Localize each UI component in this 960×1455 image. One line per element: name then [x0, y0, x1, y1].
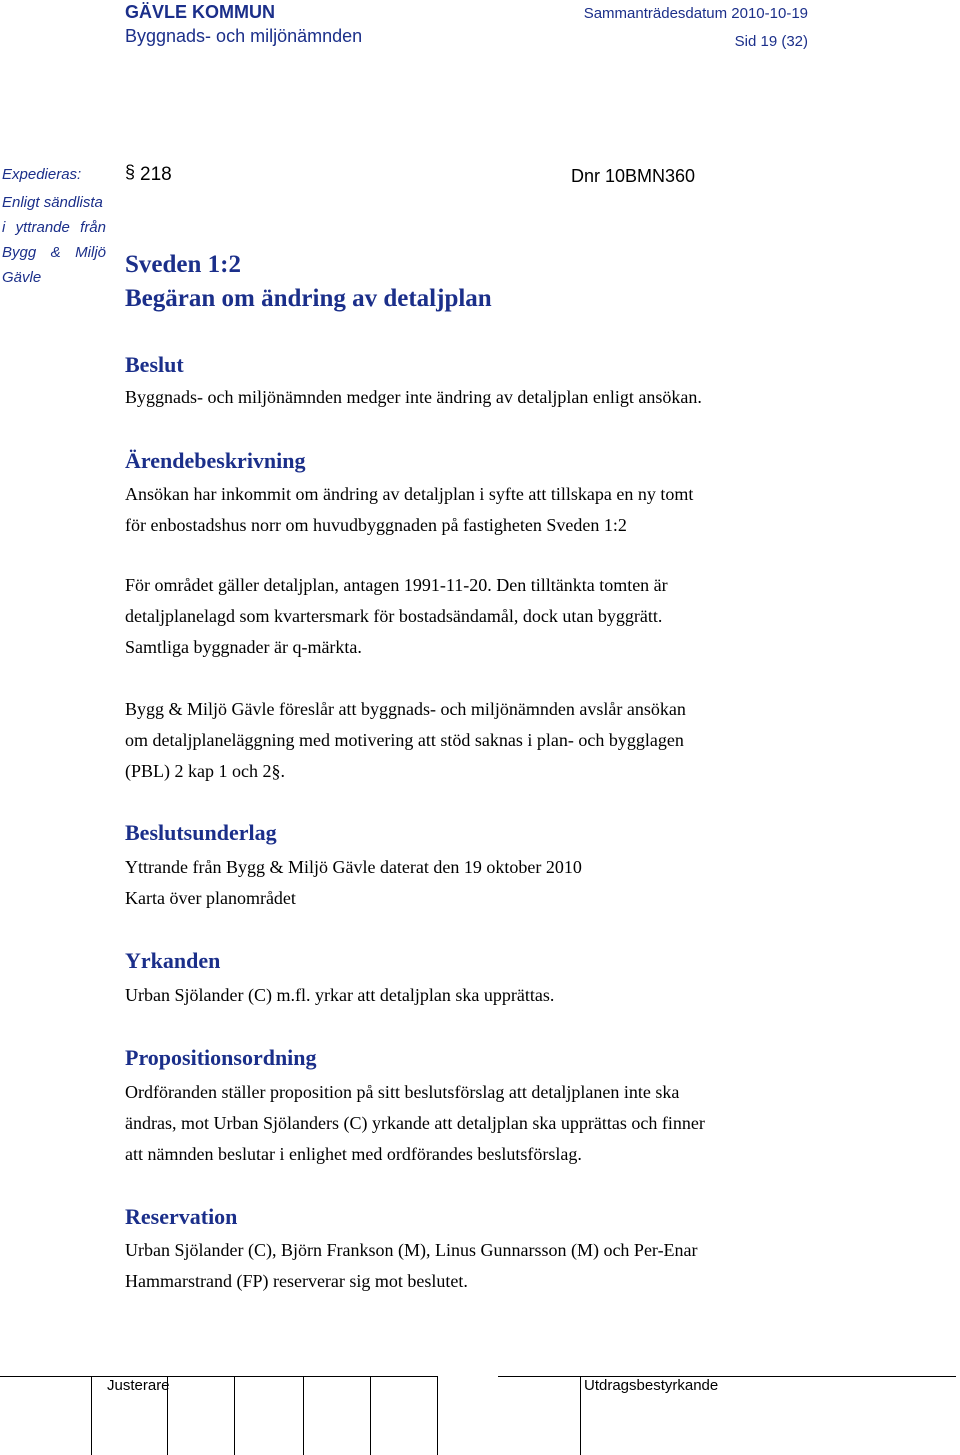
heading-beslutsunderlag: Beslutsunderlag	[125, 820, 277, 845]
proposition-text	[125, 1077, 825, 1170]
heading-propositionsordning: Propositionsordning	[125, 1045, 317, 1070]
reservation-text	[125, 1235, 825, 1297]
arende-paragraph-2	[125, 570, 825, 663]
beslut-text	[125, 382, 825, 413]
heading-arendebeskrivning: Ärendebeskrivning	[125, 448, 306, 473]
footer-divider	[370, 1376, 371, 1455]
sidebar-distribution	[2, 190, 106, 290]
yrkanden-text	[125, 980, 825, 1011]
text-line: Ordföranden ställer proposition på sitt beslutsförslag att detaljplanen inte ska	[125, 1082, 680, 1102]
text-line: Hammarstrand (FP) reserverar sig mot beslutet.	[125, 1271, 468, 1291]
heading-yrkanden: Yrkanden	[125, 948, 221, 973]
sidebar-line: Bygg & Miljö	[2, 244, 106, 261]
arende-paragraph-1	[125, 479, 825, 541]
text-line: Byggnads- och miljönämnden medger inte ändring av detaljplan enligt ansökan.	[125, 387, 702, 407]
text-line: detaljplanelagd som kvartersmark för bostadsändamål, dock utan byggrätt.	[125, 606, 663, 626]
heading-beslut: Beslut	[125, 352, 184, 377]
text-line: om detaljplaneläggning med motivering att stöd saknas i plan- och bygglagen	[125, 730, 684, 750]
diary-number: Dnr 10BMN360	[571, 166, 696, 186]
text-line: ändras, mot Urban Sjölanders (C) yrkande att detaljplan ska upprättas och finner	[125, 1113, 705, 1133]
sidebar-line: i yttrande från	[2, 219, 106, 236]
text-line: Bygg & Miljö Gävle föreslår att byggnads- och miljönämnden avslår ansökan	[125, 699, 686, 719]
sidebar-line: Enligt sändlista	[2, 194, 103, 211]
footer-utdrag-label: Utdragsbestyrkande	[584, 1377, 719, 1394]
footer-rule-right	[498, 1376, 956, 1377]
footer-justerare-label: Justerare	[107, 1377, 170, 1394]
text-line: Karta över planområdet	[125, 888, 296, 908]
footer-rule-left	[0, 1376, 437, 1377]
department-name: Byggnads- och miljönämnden	[125, 26, 363, 46]
meeting-date: Sammanträdesdatum 2010-10-19	[583, 5, 808, 22]
text-line: Ansökan har inkommit om ändring av detaljplan i syfte att tillskapa en ny tomt	[125, 484, 694, 504]
text-line: för enbostadshus norr om huvudbyggnaden på fastigheten Sveden 1:2	[125, 515, 627, 535]
footer-divider	[234, 1376, 235, 1455]
text-line: Yttrande från Bygg & Miljö Gävle daterat den 19 oktober 2010	[125, 857, 582, 877]
org-name: GÄVLE KOMMUN	[125, 2, 275, 22]
paragraph-symbol: §	[125, 162, 136, 182]
footer-divider	[91, 1376, 92, 1455]
text-line: Urban Sjölander (C), Björn Frankson (M), Linus Gunnarsson (M) och Per-Enar	[125, 1240, 698, 1260]
text-line: att nämnden beslutar i enlighet med ordförandes beslutsförslag.	[125, 1144, 582, 1164]
page-number: Sid 19 (32)	[734, 33, 808, 50]
footer-divider	[580, 1376, 581, 1455]
text-line: För området gäller detaljplan, antagen 1991-11-20. Den tilltänkta tomten är	[125, 575, 668, 595]
sidebar-label: Expedieras:	[2, 166, 82, 183]
sidebar-line: Gävle	[2, 269, 42, 286]
underlag-text	[125, 852, 825, 914]
text-line: (PBL) 2 kap 1 och 2§.	[125, 761, 285, 781]
footer-divider	[303, 1376, 304, 1455]
text-line: Urban Sjölander (C) m.fl. yrkar att detaljplan ska upprättas.	[125, 985, 555, 1005]
arende-paragraph-3	[125, 694, 825, 787]
heading-reservation: Reservation	[125, 1204, 238, 1229]
paragraph-number: 218	[140, 164, 172, 185]
case-title: Sveden 1:2	[125, 251, 241, 278]
text-line: Samtliga byggnader är q-märkta.	[125, 637, 362, 657]
case-subtitle: Begäran om ändring av detaljplan	[125, 285, 492, 312]
footer-divider	[437, 1376, 438, 1455]
